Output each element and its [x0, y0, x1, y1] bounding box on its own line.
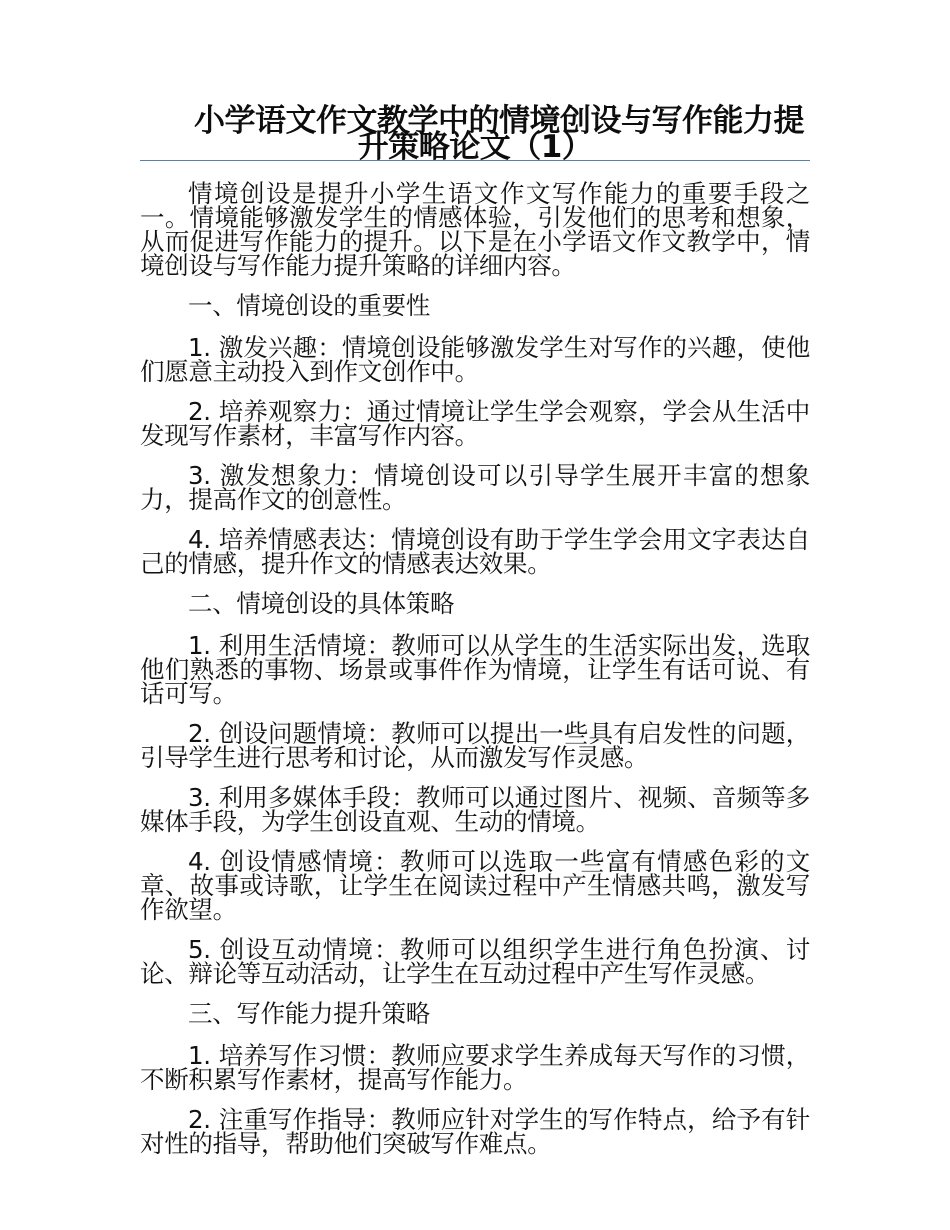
- list-item: 5. 创设互动情境：教师可以组织学生进行角色扮演、讨论、辩论等互动活动，让学生在互动过程中产生写作灵感。: [140, 935, 810, 988]
- list-item: 1. 培养写作习惯：教师应要求学生养成每天写作的习惯，不断积累写作素材，提高写作能力。: [140, 1041, 810, 1094]
- document-body: [140, 179, 810, 1172]
- list-item: 2. 注重写作指导：教师应针对学生的写作特点，给予有针对性的指导，帮助他们突破写作难点。: [140, 1105, 810, 1158]
- list-item: 3. 利用多媒体手段：教师可以通过图片、视频、音频等多媒体手段，为学生创设直观、生动的情境。: [140, 783, 810, 836]
- list-item: 4. 创设情感情境：教师可以选取一些富有情感色彩的文章、故事或诗歌，让学生在阅读过程中产生情感共鸣，激发写作欲望。: [140, 847, 810, 924]
- section-heading-writing-ability: 三、写作能力提升策略: [188, 999, 430, 1028]
- intro-paragraph: 情境创设是提升小学生语文作文写作能力的重要手段之一。情境能够激发学生的情感体验，引发他们的思考和想象，从而促进写作能力的提升。以下是在小学语文作文教学中，情境创设与写作能力提升策略的详细内容。: [140, 179, 810, 280]
- list-item: 1. 激发兴趣：情境创设能够激发学生对写作的兴趣，使他们愿意主动投入到作文创作中。: [140, 333, 810, 386]
- section-heading-importance: 一、情境创设的重要性: [188, 291, 430, 320]
- section-heading-strategies: 二、情境创设的具体策略: [188, 589, 455, 618]
- list-item: 3. 激发想象力：情境创设可以引导学生展开丰富的想象力，提高作文的创意性。: [140, 461, 810, 514]
- list-item: 2. 培养观察力：通过情境让学生学会观察，学会从生活中发现写作素材，丰富写作内容。: [140, 397, 810, 450]
- list-item: 2. 创设问题情境：教师可以提出一些具有启发性的问题，引导学生进行思考和讨论，从而激发写作灵感。: [140, 719, 810, 772]
- list-item: 1. 利用生活情境：教师可以从学生的生活实际出发，选取他们熟悉的事物、场景或事件作为情境，让学生有话可说、有话可写。: [140, 631, 810, 708]
- list-item: 4. 培养情感表达：情境创设有助于学生学会用文字表达自己的情感，提升作文的情感表达效果。: [140, 525, 810, 578]
- document-title: 小学语文作文教学中的情境创设与写作能力提升策略论文（1）: [194, 103, 804, 165]
- title-divider: [140, 160, 810, 161]
